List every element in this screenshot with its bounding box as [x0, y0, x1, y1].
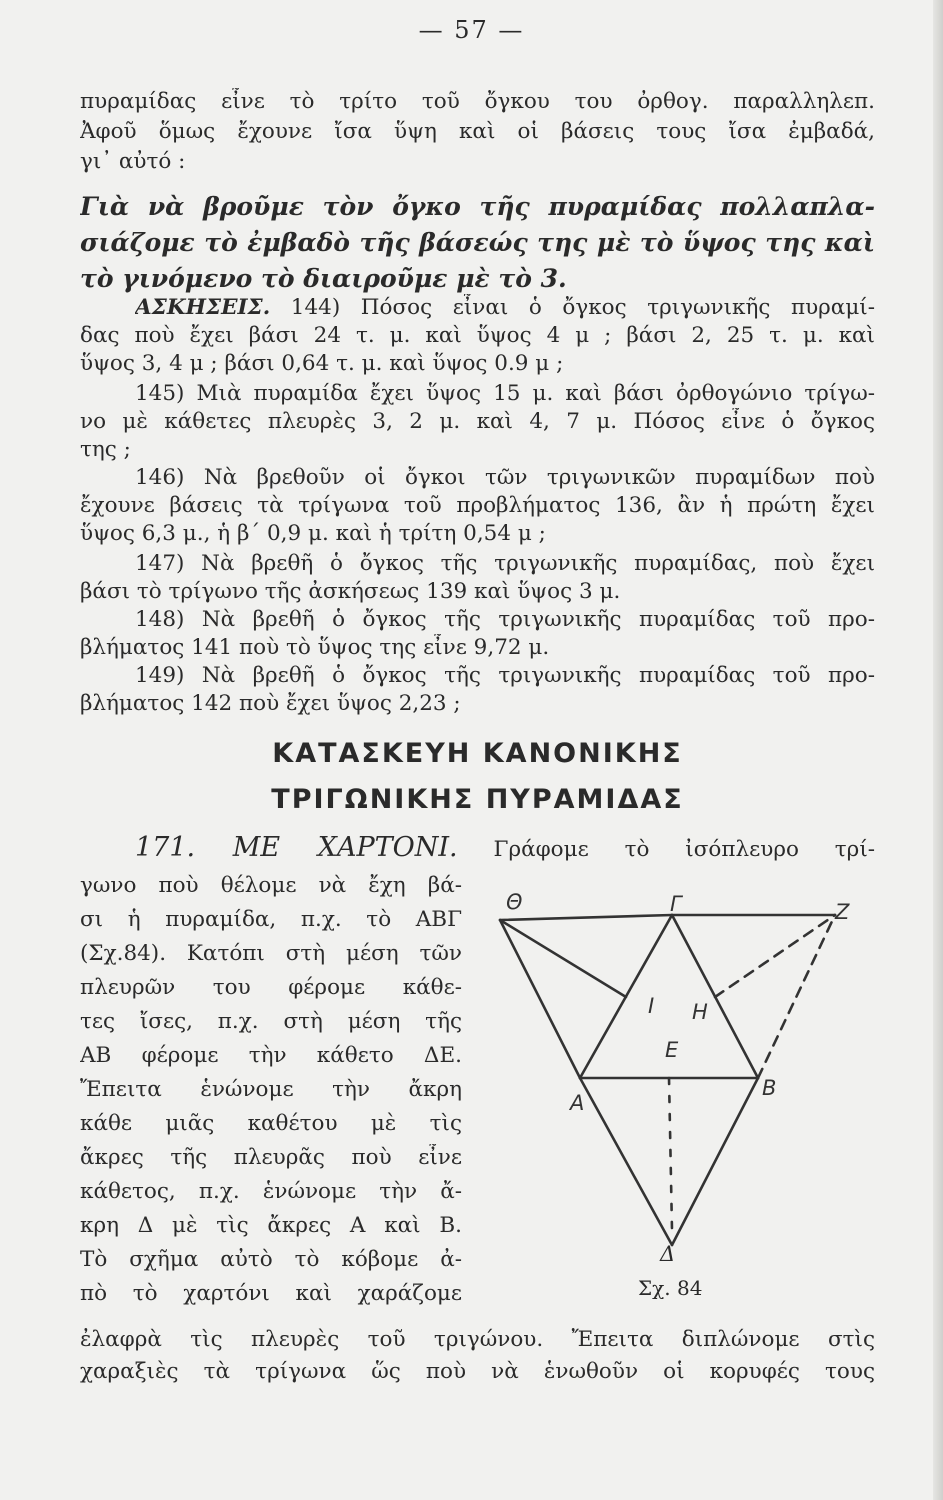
edge-a-delta — [580, 1078, 672, 1245]
exercise-148-line-2: βλήματος 141 ποὺ τὸ ὕψος της εἶνε 9,72 μ. — [80, 635, 550, 660]
intro-line-1: πυραμίδας εἶνε τὸ τρίτο τοῦ ὄγκου του ὀρθογ. παραλληλεπ. — [80, 89, 875, 114]
column-line: (Σχ.84). Κατόπι στὴ μέση τῶν — [80, 941, 462, 966]
page-edge-shadow — [933, 0, 943, 1500]
closing-line-1: ἐλαφρὰ τὶς πλευρὲς τοῦ τριγώνου. Ἔπειτα διπλώνομε στὶς — [80, 1327, 875, 1352]
exercise-146-line-1: 146) Νὰ βρεθοῦν οἱ ὄγκοι τῶν τριγωνικῶν πυραμίδων ποὺ — [135, 465, 875, 490]
label-alpha: Α — [570, 1091, 585, 1115]
column-line: γωνο ποὺ θέλομε νὰ ἔχη βά- — [80, 873, 462, 898]
section-label: 171. ΜΕ ΧΑΡΤΟΝΙ. — [135, 832, 458, 863]
column-line: πὸ τὸ χαρτόνι καὶ χαράζομε — [80, 1281, 462, 1306]
label-theta: Θ — [506, 890, 523, 914]
perpendicular-delta-dashed — [669, 1078, 672, 1230]
edge-g-theta — [500, 915, 672, 920]
exercise-147-line-1: 147) Νὰ βρεθῆ ὁ ὄγκος τῆς τριγωνικῆς πυραμίδας, ποὺ ἔχει — [135, 551, 875, 576]
exercise-147-line-2: βάσι τὸ τρίγωνο τῆς ἀσκήσεως 139 καὶ ὕψος 3 μ. — [80, 579, 621, 604]
exercise-146-line-3: ὕψος 6,3 μ., ἡ β΄ 0,9 μ. καὶ ἡ τρίτη 0,54 μ ; — [80, 521, 546, 546]
rule-line-1: Γιὰ νὰ βροῦμε τὸν ὄγκο τῆς πυραμίδας πολλαπλα- — [80, 192, 875, 221]
label-gamma: Γ — [670, 892, 682, 916]
heading-line-1: ΚΑΤΑΣΚΕΥΗ ΚΑΝΟΝΙΚΗΣ — [272, 738, 683, 769]
column-line: τες ἴσες, π.χ. στὴ μέση τῆς — [80, 1009, 462, 1034]
figure-caption: Σχ. 84 — [638, 1276, 703, 1300]
edge-b-zeta-dashed — [758, 915, 835, 1078]
exercise-149-line-2: βλήματος 142 ποὺ ἔχει ὕψος 2,23 ; — [80, 691, 461, 716]
exercise-144-line-3: ὕψος 3, 4 μ ; βάσι 0,64 τ. μ. καὶ ὕψος 0.9 μ ; — [80, 351, 564, 376]
intro-line-3: γι᾽ αὐτό : — [80, 149, 186, 174]
edge-b-delta — [672, 1078, 758, 1245]
column-line: πλευρῶν του φέρομε κάθε- — [80, 975, 462, 1000]
column-line: Τὸ σχῆμα αὐτὸ τὸ κόβομε ἀ- — [80, 1247, 462, 1272]
rule-line-2: σιάζομε τὸ ἐμβαδὸ τῆς βάσεώς της μὲ τὸ ὕψος της καὶ — [80, 228, 875, 257]
exercise-149-line-1: 149) Νὰ βρεθῆ ὁ ὄγκος τῆς τριγωνικῆς πυραμίδας τοῦ προ- — [135, 663, 875, 688]
column-line: ΑΒ φέρομε τὴν κάθετο ΔΕ. — [80, 1043, 462, 1068]
column-line: σι ἡ πυραμίδα, π.χ. τὸ ΑΒΓ — [80, 907, 462, 932]
exercise-144-line-1: ΑΣΚΗΣΕΙΣ. 144) Πόσος εἶναι ὁ ὄγκος τριγωνικῆς πυραμί- — [135, 295, 875, 320]
closing-line-2: χαραξιὲς τὰ τρίγωνα ὥς ποὺ νὰ ἑνωθοῦν οἱ κορυφές τους — [80, 1359, 875, 1384]
exercise-145-line-3: της ; — [80, 437, 131, 462]
section-171-line-1: 171. ΜΕ ΧΑΡΤΟΝΙ. Γράφομε τὸ ἰσόπλευρο τρί- — [135, 832, 875, 863]
label-zeta: Ζ — [835, 900, 850, 924]
exercise-145-line-1: 145) Μιὰ πυραμίδα ἔχει ὕψος 15 μ. καὶ βάσι ὀρθογώνιο τρίγω- — [135, 381, 875, 406]
column-line: Ἔπειτα ἑνώνομε τὴν ἄκρη — [80, 1077, 462, 1102]
figure-84-pyramid-net — [490, 885, 870, 1265]
column-line: κρη Δ μὲ τὶς ἄκρες Α καὶ Β. — [80, 1213, 462, 1238]
exercise-146-line-2: ἔχουνε βάσεις τὰ τρίγωνα τοῦ προβλήματος 136, ἂν ἡ πρώτη ἔχει — [80, 493, 875, 518]
column-line: ἄκρες τῆς πλευρᾶς ποὺ εἶνε — [80, 1145, 462, 1170]
column-line: κάθετος, π.χ. ἑνώνομε τὴν ἄ- — [80, 1179, 462, 1204]
exercise-148-line-1: 148) Νὰ βρεθῆ ὁ ὄγκος τῆς τριγωνικῆς πυραμίδας τοῦ προ- — [135, 607, 875, 632]
label-eta: Η — [692, 1000, 708, 1024]
exercise-145-line-2: νο μὲ κάθετες πλευρὲς 3, 2 μ. καὶ 4, 7 μ. Πόσος εἶνε ὁ ὄγκος — [80, 409, 875, 434]
intro-line-2: Ἀφοῦ ὅμως ἔχουνε ἴσα ὕψη καὶ οἱ βάσεις τους ἴσα ἐμβαδά, — [80, 119, 875, 144]
column-line: κάθε μιᾶς καθέτου μὲ τὶς — [80, 1111, 462, 1136]
label-iota: Ι — [648, 994, 655, 1018]
exercises-label: ΑΣΚΗΣΕΙΣ. — [135, 295, 271, 320]
heading-line-2: ΤΡΙΓΩΝΙΚΗΣ ΠΥΡΑΜΙΔΑΣ — [271, 784, 684, 815]
rule-line-3: τὸ γινόμενο τὸ διαιροῦμε μὲ τὸ 3. — [80, 264, 567, 293]
label-epsilon: Ε — [665, 1038, 679, 1062]
label-delta: Δ — [660, 1242, 676, 1266]
page-number: — 57 — — [418, 16, 525, 44]
label-beta: Β — [762, 1076, 777, 1100]
exercise-144-line-2: δας ποὺ ἔχει βάσι 24 τ. μ. καὶ ὕψος 4 μ ; βάσι 2, 25 τ. μ. καὶ — [80, 323, 875, 348]
